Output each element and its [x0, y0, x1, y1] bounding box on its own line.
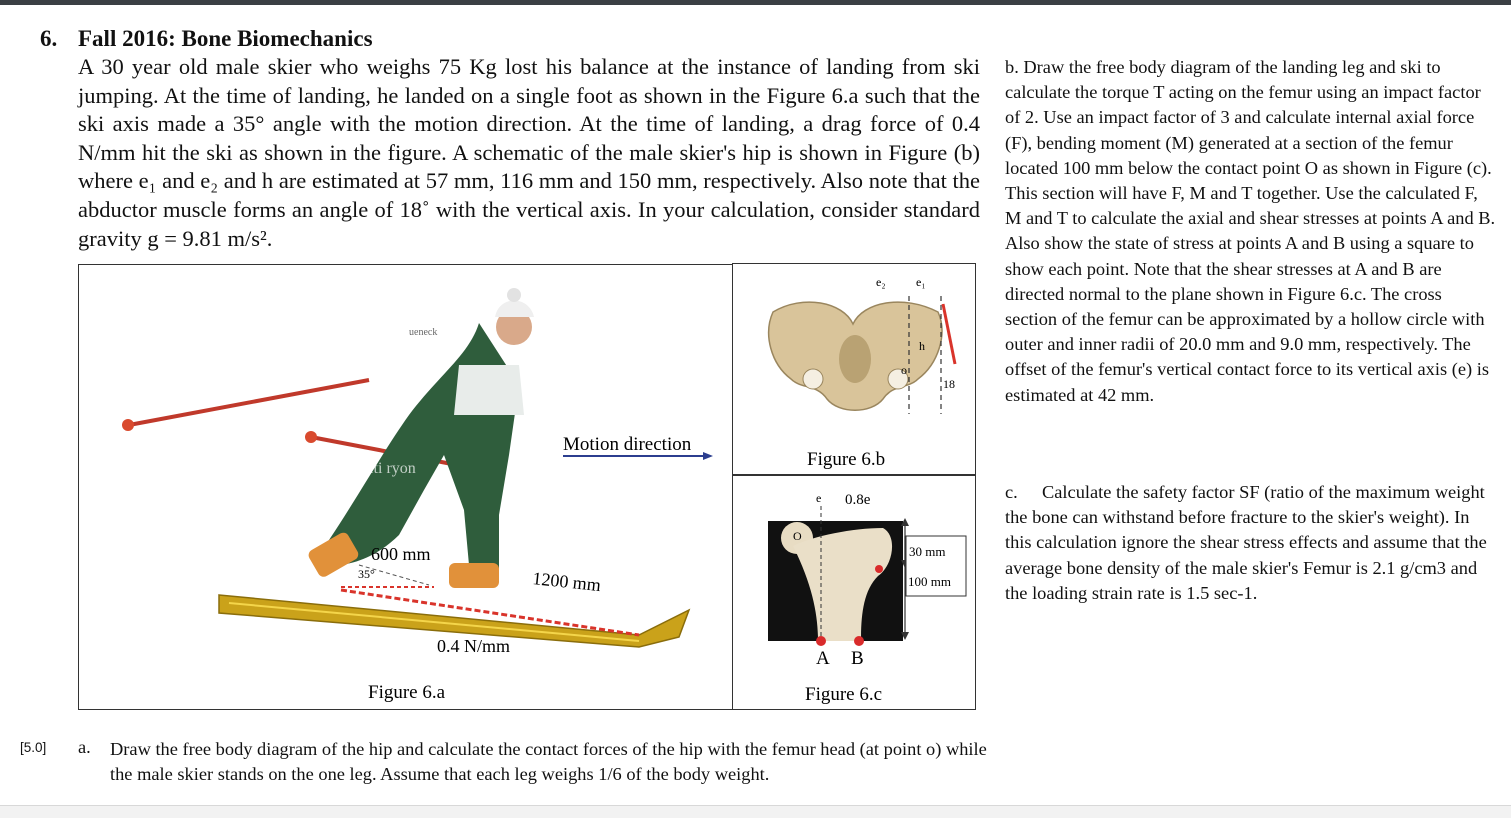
O-label: O: [793, 529, 802, 543]
e-label: e: [816, 491, 822, 505]
part-a-label: a.: [78, 737, 91, 757]
question-title: Fall 2016: Bone Biomechanics: [78, 26, 373, 51]
figure-6b: [732, 263, 976, 475]
drag-force-label: 0.4 N/mm: [437, 636, 511, 656]
question-intro: A 30 year old male skier who weighs 75 Kg lost his balance at the instance of landing from ski jumping. At the time of landing, he landed on a single foot as shown in the Figure 6.a such that the ski axis made a 35° angle with the motion direction. At the time of landing, a drag force of 0.4 N/mm hit the ski as shown in the figure. A schematic of the male skier's hip is shown in Figure (b) where e₁ and e₂ and h are estimated at 57 mm, 116 mm and 150 mm, respectively. Also note that the abductor muscle forms an angle of 18˚ with the vertical axis. In your calculation, consider standard gravity g = 9.81 m/s².: [78, 54, 980, 251]
e2-label: e₂: [876, 275, 886, 289]
question-number: 6.: [40, 26, 58, 51]
pelvis-image: [769, 302, 942, 410]
A-label: A: [816, 648, 830, 669]
e08-label: 0.8e: [845, 492, 871, 508]
figure-6a-caption: Figure 6.a: [368, 682, 446, 703]
figure-6a: [78, 264, 733, 710]
top-bar: [0, 0, 1511, 5]
hat-text: ueneck: [409, 327, 438, 338]
part-c-text: Calculate the safety factor SF (ratio of the maximum weight the bone can withstand before fracture to the skier's weight). In this calculation ignore the shear stress effects and assume that the average bone density of the male skier's Femur is 2.1 g/cm3 and the loading strain rate is 1.5 sec-1.: [1005, 482, 1487, 603]
watermark-text: dicti ryon: [354, 460, 416, 477]
part-a-points: [5.0]: [20, 740, 47, 755]
e1-label: e₁: [916, 275, 926, 289]
B-label: B: [851, 648, 864, 669]
dim-30mm-label: 30 mm: [909, 544, 946, 559]
point-B-marker: [854, 636, 864, 646]
figure-6b-caption: Figure 6.b: [807, 449, 886, 470]
dim-600-label: 600 mm: [371, 544, 431, 564]
figure-6c: [732, 475, 976, 710]
angle-35-label: 35°: [358, 567, 375, 581]
part-c-label: c.: [1005, 482, 1018, 502]
part-c: [1005, 480, 1497, 606]
dim-1200-label: 1200 mm: [531, 568, 602, 596]
angle-18-label: 18: [943, 377, 955, 391]
point-A-marker: [816, 636, 826, 646]
part-b-text: b. Draw the free body diagram of the landing leg and ski to calculate the torque T acting on the femur using an impact factor of 2. Use an impact factor of 3 and calculate internal axial force (F), bending moment (M) generated at a section of the femur located 100 mm below the contact point O as shown in Figure (c). This section will have F, M and T together. Use the calculated F, M and T to calculate the axial and shear stresses at points A and B. Also show the state of stress at points A and B using a square to show each point. Note that the shear stresses at A and B are directed normal to the plane shown in Figure 6.c. The cross section of the femur can be approximated by a hollow circle with outer and inner radii of 20.0 mm and 9.0 mm, respectively. The offset of the femur's vertical contact force to its vertical axis (e) is estimated at 42 mm.: [1005, 57, 1496, 405]
question-heading: [40, 26, 373, 52]
figure-6c-caption: Figure 6.c: [805, 684, 883, 705]
dim-100mm-label: 100 mm: [908, 574, 951, 589]
h-label: h: [919, 339, 925, 353]
bottom-bar: [0, 805, 1511, 818]
offset-point: [875, 565, 883, 573]
o-label: o: [901, 363, 907, 377]
ski-pole-left: [122, 380, 369, 431]
part-a-text: Draw the free body diagram of the hip and calculate the contact forces of the hip with the femur head (at point o) while the male skier stands on the one leg. Assume that each leg weighs 1/6 of the body weight.: [110, 739, 987, 784]
abductor-muscle-line: [943, 304, 955, 364]
motion-direction-label: Motion direction: [563, 434, 692, 455]
